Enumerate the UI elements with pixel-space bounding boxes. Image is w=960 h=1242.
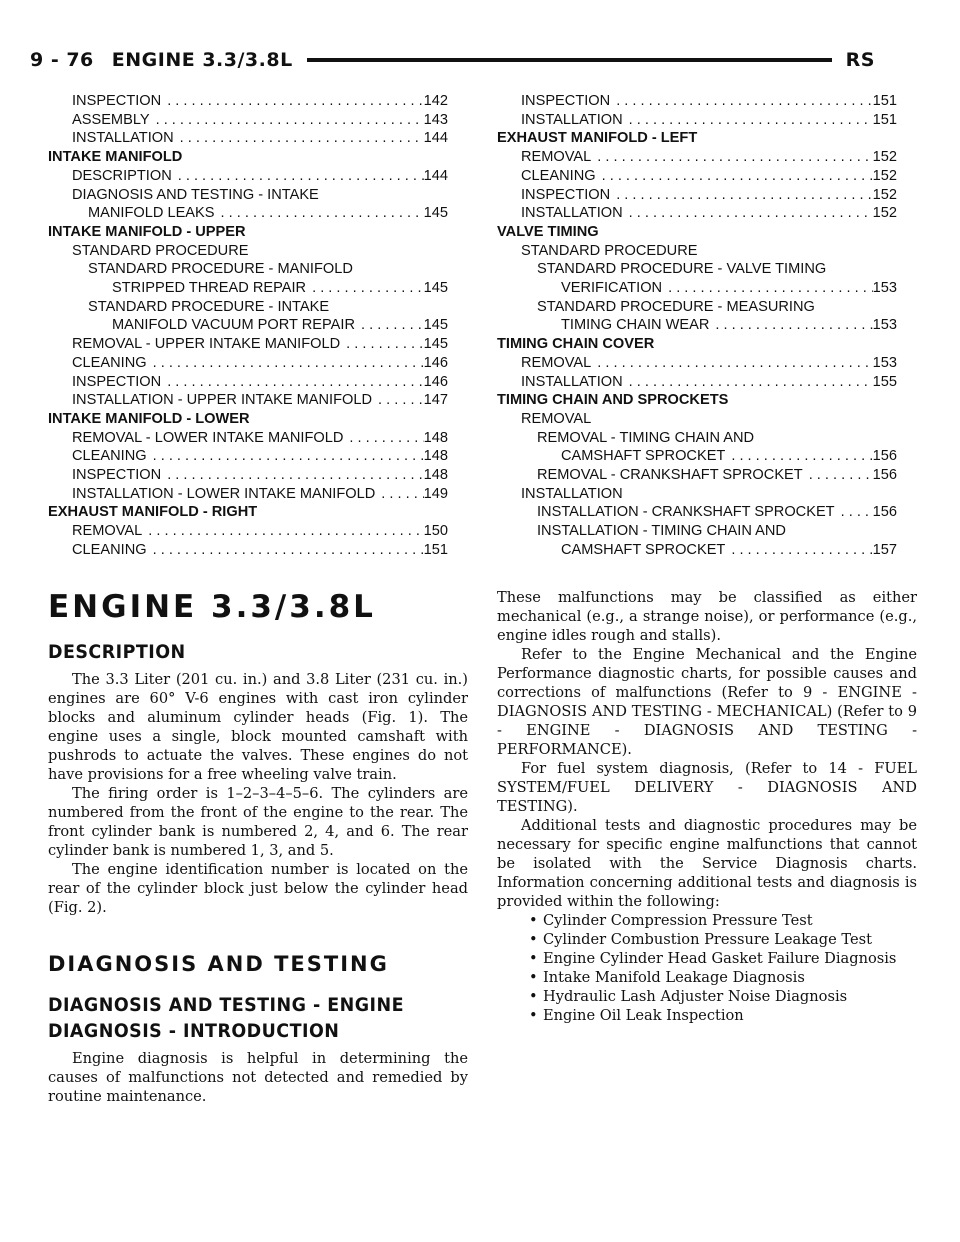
toc-leader-dots [148,522,423,541]
toc-entry-title: DESCRIPTION [72,167,172,184]
toc-entry-title: STANDARD PROCEDURE - MANIFOLD [88,261,353,278]
toc-leader-dots [616,92,872,111]
toc-entry-title: TIMING CHAIN COVER [497,336,655,353]
toc-entry-title: MANIFOLD LEAKS [88,205,215,222]
toc-entry [48,129,448,148]
toc-entry [497,485,897,504]
toc-entry [48,204,448,223]
toc-leader-dots [156,111,424,130]
toc-entry-page: 145 [423,280,448,297]
toc-entry-page: 152 [872,167,897,184]
toc-entry-title: DIAGNOSIS AND TESTING - INTAKE [72,186,319,203]
toc-entry-title: CLEANING [72,354,147,371]
toc-entry-page: 152 [872,205,897,222]
toc-entry-page: 147 [423,392,448,409]
diagnosis-subheading-1: DIAGNOSIS AND TESTING - ENGINE [48,994,404,1016]
toc-entry-page: 146 [423,373,448,390]
toc-leader-dots [597,354,872,373]
toc-entry [48,298,448,317]
toc-leader-dots [597,148,872,167]
right-paragraph-3: For fuel system diagnosis, (Refer to 14 - FUEL SYSTEM/FUEL DELIVERY - DIAGNOSIS AND TESTING). [497,760,917,815]
toc-entry-title: EXHAUST MANIFOLD - LEFT [497,130,698,147]
toc-entry [48,503,448,522]
main-title: ENGINE 3.3/3.8L [48,589,376,625]
toc-left-column [48,92,448,560]
diagnosis-heading: DIAGNOSIS AND TESTING [48,952,389,976]
toc-entry [48,260,448,279]
toc-entry-page: 156 [872,504,897,521]
toc-entry-page: 151 [872,111,897,128]
toc-entry-title: INSTALLATION [521,373,623,390]
toc-entry-page: 150 [423,523,448,540]
toc-entry [48,354,448,373]
list-item: • Engine Oil Leak Inspection [529,1006,917,1025]
right-paragraph-1: These malfunctions may be classified as either mechanical (e.g., a strange noise), or performance (e.g., engine idles rough and stalls). [497,589,917,644]
toc-entry-title: INSTALLATION [72,130,174,147]
toc-entry [497,316,897,335]
toc-entry-title: INSTALLATION - CRANKSHAFT SPROCKET [537,504,835,521]
toc-entry [497,279,897,298]
toc-entry-title: TIMING CHAIN AND SPROCKETS [497,392,729,409]
toc-entry-title: MANIFOLD VACUUM PORT REPAIR [112,317,355,334]
toc-entry-title: TIMING CHAIN WEAR [561,317,710,334]
toc-leader-dots [629,204,873,223]
toc-entry [497,410,897,429]
toc-right-column [497,92,897,560]
toc-leader-dots [616,186,872,205]
toc-entry-title: INSPECTION [72,93,162,109]
toc-entry-title: INTAKE MANIFOLD - LOWER [48,410,250,427]
toc-entry-page: 157 [872,541,897,558]
model-code: RS [845,49,875,71]
toc-entry-title: CAMSHAFT SPROCKET [561,541,726,558]
toc-entry [48,111,448,130]
toc-leader-dots [715,316,872,335]
toc-entry-page: 152 [872,149,897,166]
toc-entry [497,466,897,485]
page-number: 9 - 76 [30,49,94,71]
toc-entry-title: CLEANING [72,541,147,558]
description-paragraph-2: The firing order is 1–2–3–4–5–6. The cylinders are numbered from the front of the engine to the rear. The front cylinder bank is numbered 2, 4, and 6. The rear cylinder bank is numbered 1, 3, and 5. [48,785,468,859]
toc-entry-title: REMOVAL [521,149,592,166]
toc-entry [497,242,897,261]
list-item: • Intake Manifold Leakage Diagnosis [529,968,917,987]
toc-leader-dots [361,316,424,335]
toc-entry [497,111,897,130]
toc-leader-dots [731,447,872,466]
toc-entry [48,186,448,205]
toc-entry [48,466,448,485]
diagnosis-subheading-2: DIAGNOSIS - INTRODUCTION [48,1020,340,1042]
toc-entry-title: REMOVAL - CRANKSHAFT SPROCKET [537,467,803,484]
toc-entry-title: INTAKE MANIFOLD - UPPER [48,223,246,240]
toc-entry [497,447,897,466]
toc-entry [497,335,897,354]
toc-leader-dots [841,503,873,522]
toc-entry [48,541,448,560]
toc-entry [48,335,448,354]
toc-leader-dots [167,92,423,111]
toc-entry-title: REMOVAL [72,523,143,540]
toc-entry [497,148,897,167]
toc-entry-title: INSTALLATION - LOWER INTAKE MANIFOLD [72,485,376,502]
toc-entry-page: 149 [423,485,448,502]
toc-entry [497,223,897,242]
toc-entry-page: 148 [423,429,448,446]
toc-entry-title: INSPECTION [521,186,611,203]
toc-entry [497,391,897,410]
toc-leader-dots [349,429,423,448]
toc-leader-dots [629,373,873,392]
toc-leader-dots [153,354,424,373]
toc-entry [497,92,897,111]
toc-leader-dots [809,466,873,485]
toc-entry-title: REMOVAL [521,410,592,427]
toc-entry [497,373,897,392]
toc-leader-dots [378,391,424,410]
toc-entry [48,223,448,242]
toc-entry-page: 153 [872,317,897,334]
toc-entry-title: INSPECTION [521,93,611,109]
description-paragraph-1: The 3.3 Liter (201 cu. in.) and 3.8 Liter (231 cu. in.) engines are 60° V-6 engines with cast iron cylinder blocks and aluminum cylinder heads (Fig. 1). The engine uses a single, block mounted camshaft with pushrods to actuate the valves. These engines do not have provisions for a free wheeling valve train. [48,671,468,783]
toc-leader-dots [221,204,424,223]
toc-entry-title: STANDARD PROCEDURE [521,242,698,259]
toc-entry-title: STANDARD PROCEDURE - MEASURING [537,298,815,315]
toc-entry [48,485,448,504]
toc-entry [48,242,448,261]
toc-entry-page: 148 [423,467,448,484]
toc-entry [497,129,897,148]
toc-entry [497,167,897,186]
toc-entry-page: 146 [423,354,448,371]
toc-entry-title: INSTALLATION [521,205,623,222]
header-rule [307,58,832,62]
right-paragraph-4: Additional tests and diagnostic procedures may be necessary for specific engine malfunctions that cannot be isolated with the Service Diagnosis charts. Information concerning additional tests and diagnosis is provided within the following: [497,817,917,910]
toc-leader-dots [731,541,872,560]
list-item: • Cylinder Compression Pressure Test [529,911,917,930]
toc-entry-title: INSTALLATION [521,485,623,502]
toc-leader-dots [346,335,424,354]
toc-entry-title: INSTALLATION - UPPER INTAKE MANIFOLD [72,392,373,409]
toc-entry [48,167,448,186]
toc-leader-dots [668,279,873,298]
toc-leader-dots [153,447,424,466]
toc-entry-page: 151 [872,93,897,109]
toc-entry [497,354,897,373]
toc-entry [497,260,897,279]
toc-leader-dots [167,466,423,485]
toc-entry [48,92,448,111]
toc-leader-dots [167,373,423,392]
toc-entry-title: REMOVAL - UPPER INTAKE MANIFOLD [72,336,341,353]
toc-entry-title: CAMSHAFT SPROCKET [561,448,726,465]
toc-entry [48,148,448,167]
toc-entry-title: ASSEMBLY [72,111,150,128]
section-title: ENGINE 3.3/3.8L [111,49,293,71]
toc-leader-dots [629,111,873,130]
toc-entry [497,541,897,560]
toc-entry-page: 142 [423,93,448,109]
toc-entry-title: REMOVAL - LOWER INTAKE MANIFOLD [72,429,344,446]
toc-entry-page: 144 [423,130,448,147]
toc-entry-title: INSPECTION [72,373,162,390]
toc-entry [48,522,448,541]
toc-leader-dots [153,541,424,560]
toc-entry [497,503,897,522]
toc-entry-page: 144 [423,167,448,184]
list-item: • Cylinder Combustion Pressure Leakage Test [529,930,917,949]
description-heading: DESCRIPTION [48,641,186,663]
diagnosis-paragraph-1: Engine diagnosis is helpful in determining the causes of malfunctions not detected and remedied by routine maintenance. [48,1050,468,1105]
toc-entry-title: INSTALLATION [521,111,623,128]
toc-entry-page: 156 [872,467,897,484]
toc-entry-title: STANDARD PROCEDURE [72,242,249,259]
toc-leader-dots [180,129,424,148]
toc-entry-title: CLEANING [521,167,596,184]
toc-entry-title: REMOVAL - TIMING CHAIN AND [537,429,755,446]
toc-entry-page: 153 [872,280,897,297]
toc-entry-page: 145 [423,336,448,353]
toc-entry-page: 155 [872,373,897,390]
toc-entry [48,391,448,410]
description-paragraph-3: The engine identification number is located on the rear of the cylinder block just below the cylinder head (Fig. 2). [48,861,468,916]
toc-entry [48,429,448,448]
toc-entry [497,204,897,223]
toc-entry-title: STANDARD PROCEDURE - VALVE TIMING [537,261,827,278]
toc-entry-page: 152 [872,186,897,203]
toc-entry-title: EXHAUST MANIFOLD - RIGHT [48,504,258,521]
toc-entry-title: STRIPPED THREAD REPAIR [112,280,307,297]
toc-leader-dots [602,167,873,186]
list-item: • Engine Cylinder Head Gasket Failure Diagnosis [529,949,917,968]
toc-entry [497,522,897,541]
toc-entry [497,429,897,448]
toc-leader-dots [381,485,423,504]
toc-entry-page: 148 [423,448,448,465]
toc-entry-title: REMOVAL [521,354,592,371]
toc-entry-title: INTAKE MANIFOLD [48,149,183,166]
toc-entry-page: 153 [872,354,897,371]
toc-entry-page: 156 [872,448,897,465]
toc-leader-dots [312,279,424,298]
toc-entry-title: CLEANING [72,448,147,465]
toc-entry [497,186,897,205]
toc-entry-page: 145 [423,205,448,222]
toc-entry [497,298,897,317]
page-header [30,44,875,76]
toc-entry [48,447,448,466]
body-left-column [48,588,468,1106]
toc-entry-title: VALVE TIMING [497,223,599,240]
toc-entry-page: 143 [423,111,448,128]
toc-entry [48,410,448,429]
toc-entry-title: INSTALLATION - TIMING CHAIN AND [537,523,786,540]
toc-entry-title: VERIFICATION [561,280,663,297]
toc-entry-page: 151 [423,541,448,558]
toc-entry-page: 145 [423,317,448,334]
right-paragraph-2: Refer to the Engine Mechanical and the Engine Performance diagnostic charts, for possible causes and corrections of malfunctions (Refer to 9 - ENGINE - DIAGNOSIS AND TESTING - MECHANICAL) (Refer to 9 - ENGINE - DIAGNOSIS AND TESTING - PERFORMANCE). [497,646,917,758]
list-item: • Hydraulic Lash Adjuster Noise Diagnosis [529,987,917,1006]
toc-entry [48,279,448,298]
diagnosis-list [497,911,917,1025]
toc-entry-title: INSPECTION [72,467,162,484]
toc-entry-title: STANDARD PROCEDURE - INTAKE [88,298,330,315]
body-right-column [497,588,917,1025]
toc-entry [48,316,448,335]
toc-entry [48,373,448,392]
toc-leader-dots [178,167,424,186]
